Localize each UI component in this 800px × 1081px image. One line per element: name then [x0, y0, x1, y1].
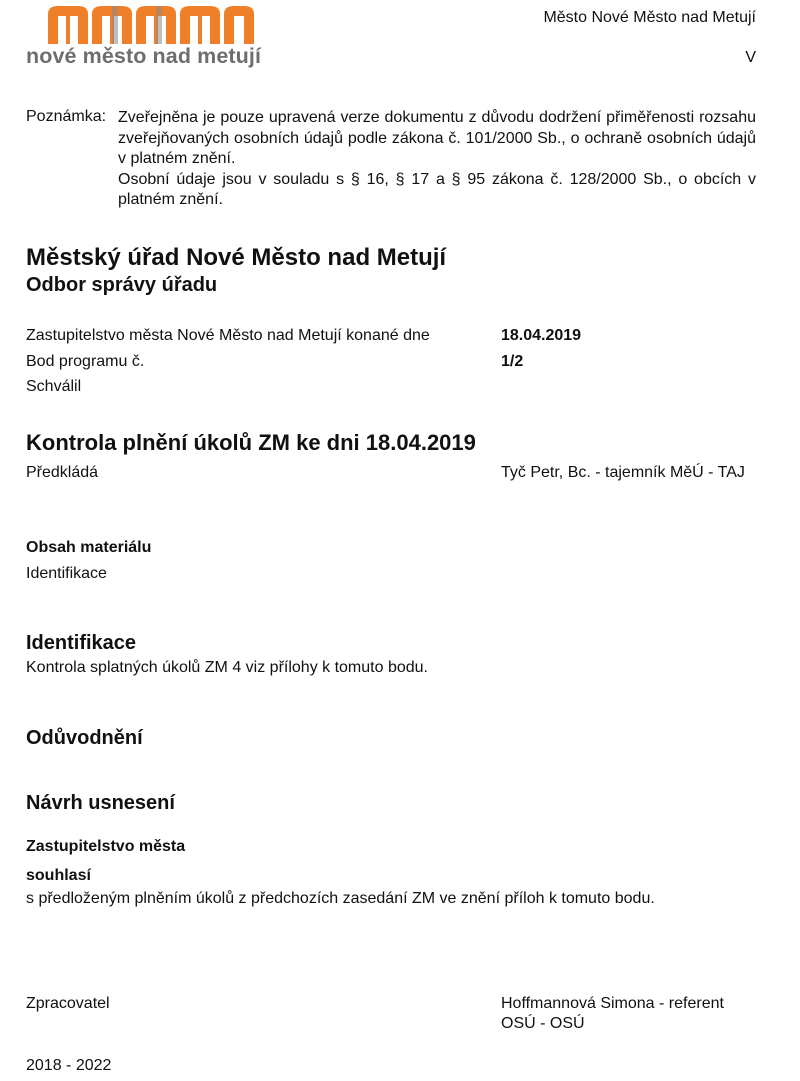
header-letter: V: [745, 49, 756, 66]
logo-mark-icon: [48, 4, 258, 44]
approved-label: Schválil: [26, 378, 82, 395]
note-line-2: Osobní údaje jsou v souladu s § 16, § 17 a § 95 zákona č. 128/2000 Sb., o obcích v platném znění.: [118, 170, 756, 208]
resolution-heading: Návrh usnesení: [26, 792, 175, 814]
meeting-label: Zastupitelstvo města Nové Město nad Metují konané dne: [26, 327, 430, 344]
processor-value: Hoffmannová Simona - referent OSÚ - OSÚ: [501, 995, 724, 1032]
meeting-date: 18.04.2019: [501, 327, 582, 344]
subject-title: Kontrola plnění úkolů ZM ke dni 18.04.2019: [26, 430, 476, 455]
resolution-verb: souhlasí: [26, 867, 91, 884]
term-years: 2018 - 2022: [26, 1057, 112, 1074]
presenter-label: Předkládá: [26, 464, 99, 481]
note-body: [118, 108, 756, 211]
resolution-text: s předloženým plněním úkolů z předchozích zasedání ZM ve znění příloh k tomuto bodu.: [26, 890, 655, 907]
header-municipality: Město Nové Město nad Metují: [543, 9, 756, 26]
resolution-body-label: Zastupitelstvo města: [26, 838, 186, 855]
city-logo: [26, 4, 262, 70]
processor-label: Zpracovatel: [26, 995, 110, 1012]
note-label: Poznámka:: [26, 108, 107, 125]
contents-item: Identifikace: [26, 565, 107, 582]
office-department: Odbor správy úřadu: [26, 274, 218, 296]
identification-heading: Identifikace: [26, 632, 137, 654]
presenter-value: Tyč Petr, Bc. - tajemník MěÚ - TAJ: [501, 464, 745, 481]
logo-text: nové město nad metují: [26, 44, 262, 68]
contents-heading: Obsah materiálu: [26, 539, 152, 556]
office-title: Městský úřad Nové Město nad Metují: [26, 244, 447, 271]
agenda-item-label: Bod programu č.: [26, 353, 145, 370]
agenda-item-value: 1/2: [501, 353, 524, 370]
note-line-1: Zveřejněna je pouze upravená verze dokumentu z důvodu dodržení přiměřenosti rozsahu zveřejňovaných osobních údajů podle zákona č. 101/2000 Sb., o ochraně osobních údajů v platném znění.: [118, 109, 756, 167]
identification-text: Kontrola splatných úkolů ZM 4 viz přílohy k tomuto bodu.: [26, 659, 428, 676]
justification-heading: Odůvodnění: [26, 727, 143, 749]
